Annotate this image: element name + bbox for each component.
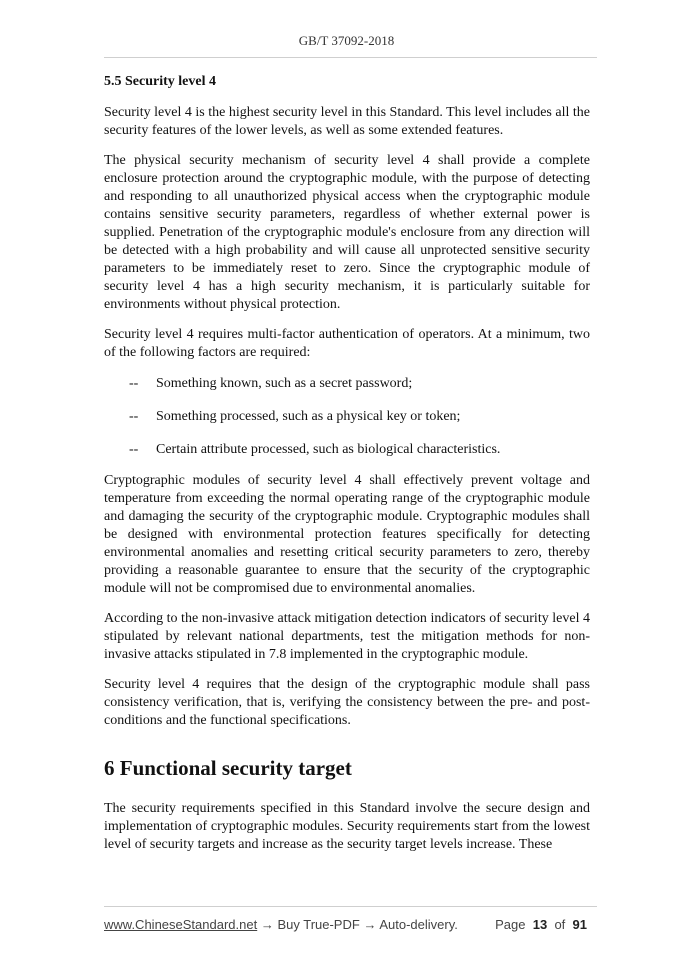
list-item-text: Something known, such as a secret password; <box>156 376 413 391</box>
paragraph: Cryptographic modules of security level 4 shall effectively prevent voltage and temperature from exceeding the normal operating range of the cryptographic module and damaging the security of the cryptographic module. Cryptographic modules shall be designed with environmental protection features specifically for detecting environmental anomalies and resetting critical security parameters to zero, thereby providing a reasonable guarantee to ensure that the security of the cryptographic module will not be compromised due to environmental anomalies. <box>104 473 590 596</box>
factor-list <box>104 375 590 459</box>
page-current: 13 <box>532 917 548 932</box>
buy-text: Buy True-PDF <box>277 917 360 932</box>
list-item <box>104 408 590 426</box>
list-marker: -- <box>129 442 139 457</box>
header-divider <box>104 57 597 58</box>
page-total: 91 <box>572 917 587 932</box>
list-marker: -- <box>129 409 139 424</box>
paragraph: The security requirements specified in this Standard involve the secure design and implementation of cryptographic modules. Security requirements start from the lowest level of security targets and increase as the security target levels increase. These <box>104 801 590 852</box>
page-label: Page <box>495 917 526 932</box>
section-heading-5-5: 5.5 Security level 4 <box>104 74 216 89</box>
paragraph: According to the non-invasive attack mitigation detection indicators of security level 4 stipulated by relevant national departments, test the mitigation methods for non-invasive attacks stipulated in 7.8 implemented in the cryptographic module. <box>104 611 590 662</box>
paragraph: Security level 4 requires that the design of the cryptographic module shall pass consistency verification, that is, verifying the consistency between the pre- and post-conditions and the functional specifications. <box>104 677 590 728</box>
section-heading-6: 6 Functional security target <box>104 756 352 780</box>
paragraph: The physical security mechanism of security level 4 shall provide a complete enclosure protection around the cryptographic module, with the purpose of detecting and responding to all unauthorized physical access when the cryptographic module contains sensitive security parameters, regardless of whether external power is supplied. Penetration of the cryptographic module's enclosure from any direction will be detected with a high probability and will cause all unprotected sensitive security parameters to be immediately reset to zero. Since the cryptographic module of security level 4 has a high security mechanism, it is particularly suitable for environments without physical protection. <box>104 153 590 312</box>
document-code: GB/T 37092-2018 <box>298 33 395 48</box>
running-header <box>0 33 693 49</box>
delivery-text: Auto-delivery. <box>379 917 458 932</box>
page-body <box>104 73 590 866</box>
footer-divider <box>104 906 597 907</box>
list-marker: -- <box>129 376 139 391</box>
arrow-right-icon: → <box>260 917 274 932</box>
arrow-right-icon: → <box>363 917 377 932</box>
list-item-text: Certain attribute processed, such as biological characteristics. <box>156 442 501 457</box>
list-item <box>104 375 590 393</box>
paragraph: Security level 4 is the highest security level in this Standard. This level includes all the security features of the lower levels, as well as some extended features. <box>104 105 590 138</box>
paragraph: Security level 4 requires multi-factor authentication of operators. At a minimum, two of the following factors are required: <box>104 327 590 360</box>
list-item <box>104 441 590 459</box>
footer-promo <box>104 917 458 932</box>
page-number <box>495 917 587 932</box>
list-item-text: Something processed, such as a physical key or token; <box>156 409 461 424</box>
page-of: of <box>554 917 566 932</box>
site-link[interactable]: www.ChineseStandard.net <box>104 917 258 932</box>
